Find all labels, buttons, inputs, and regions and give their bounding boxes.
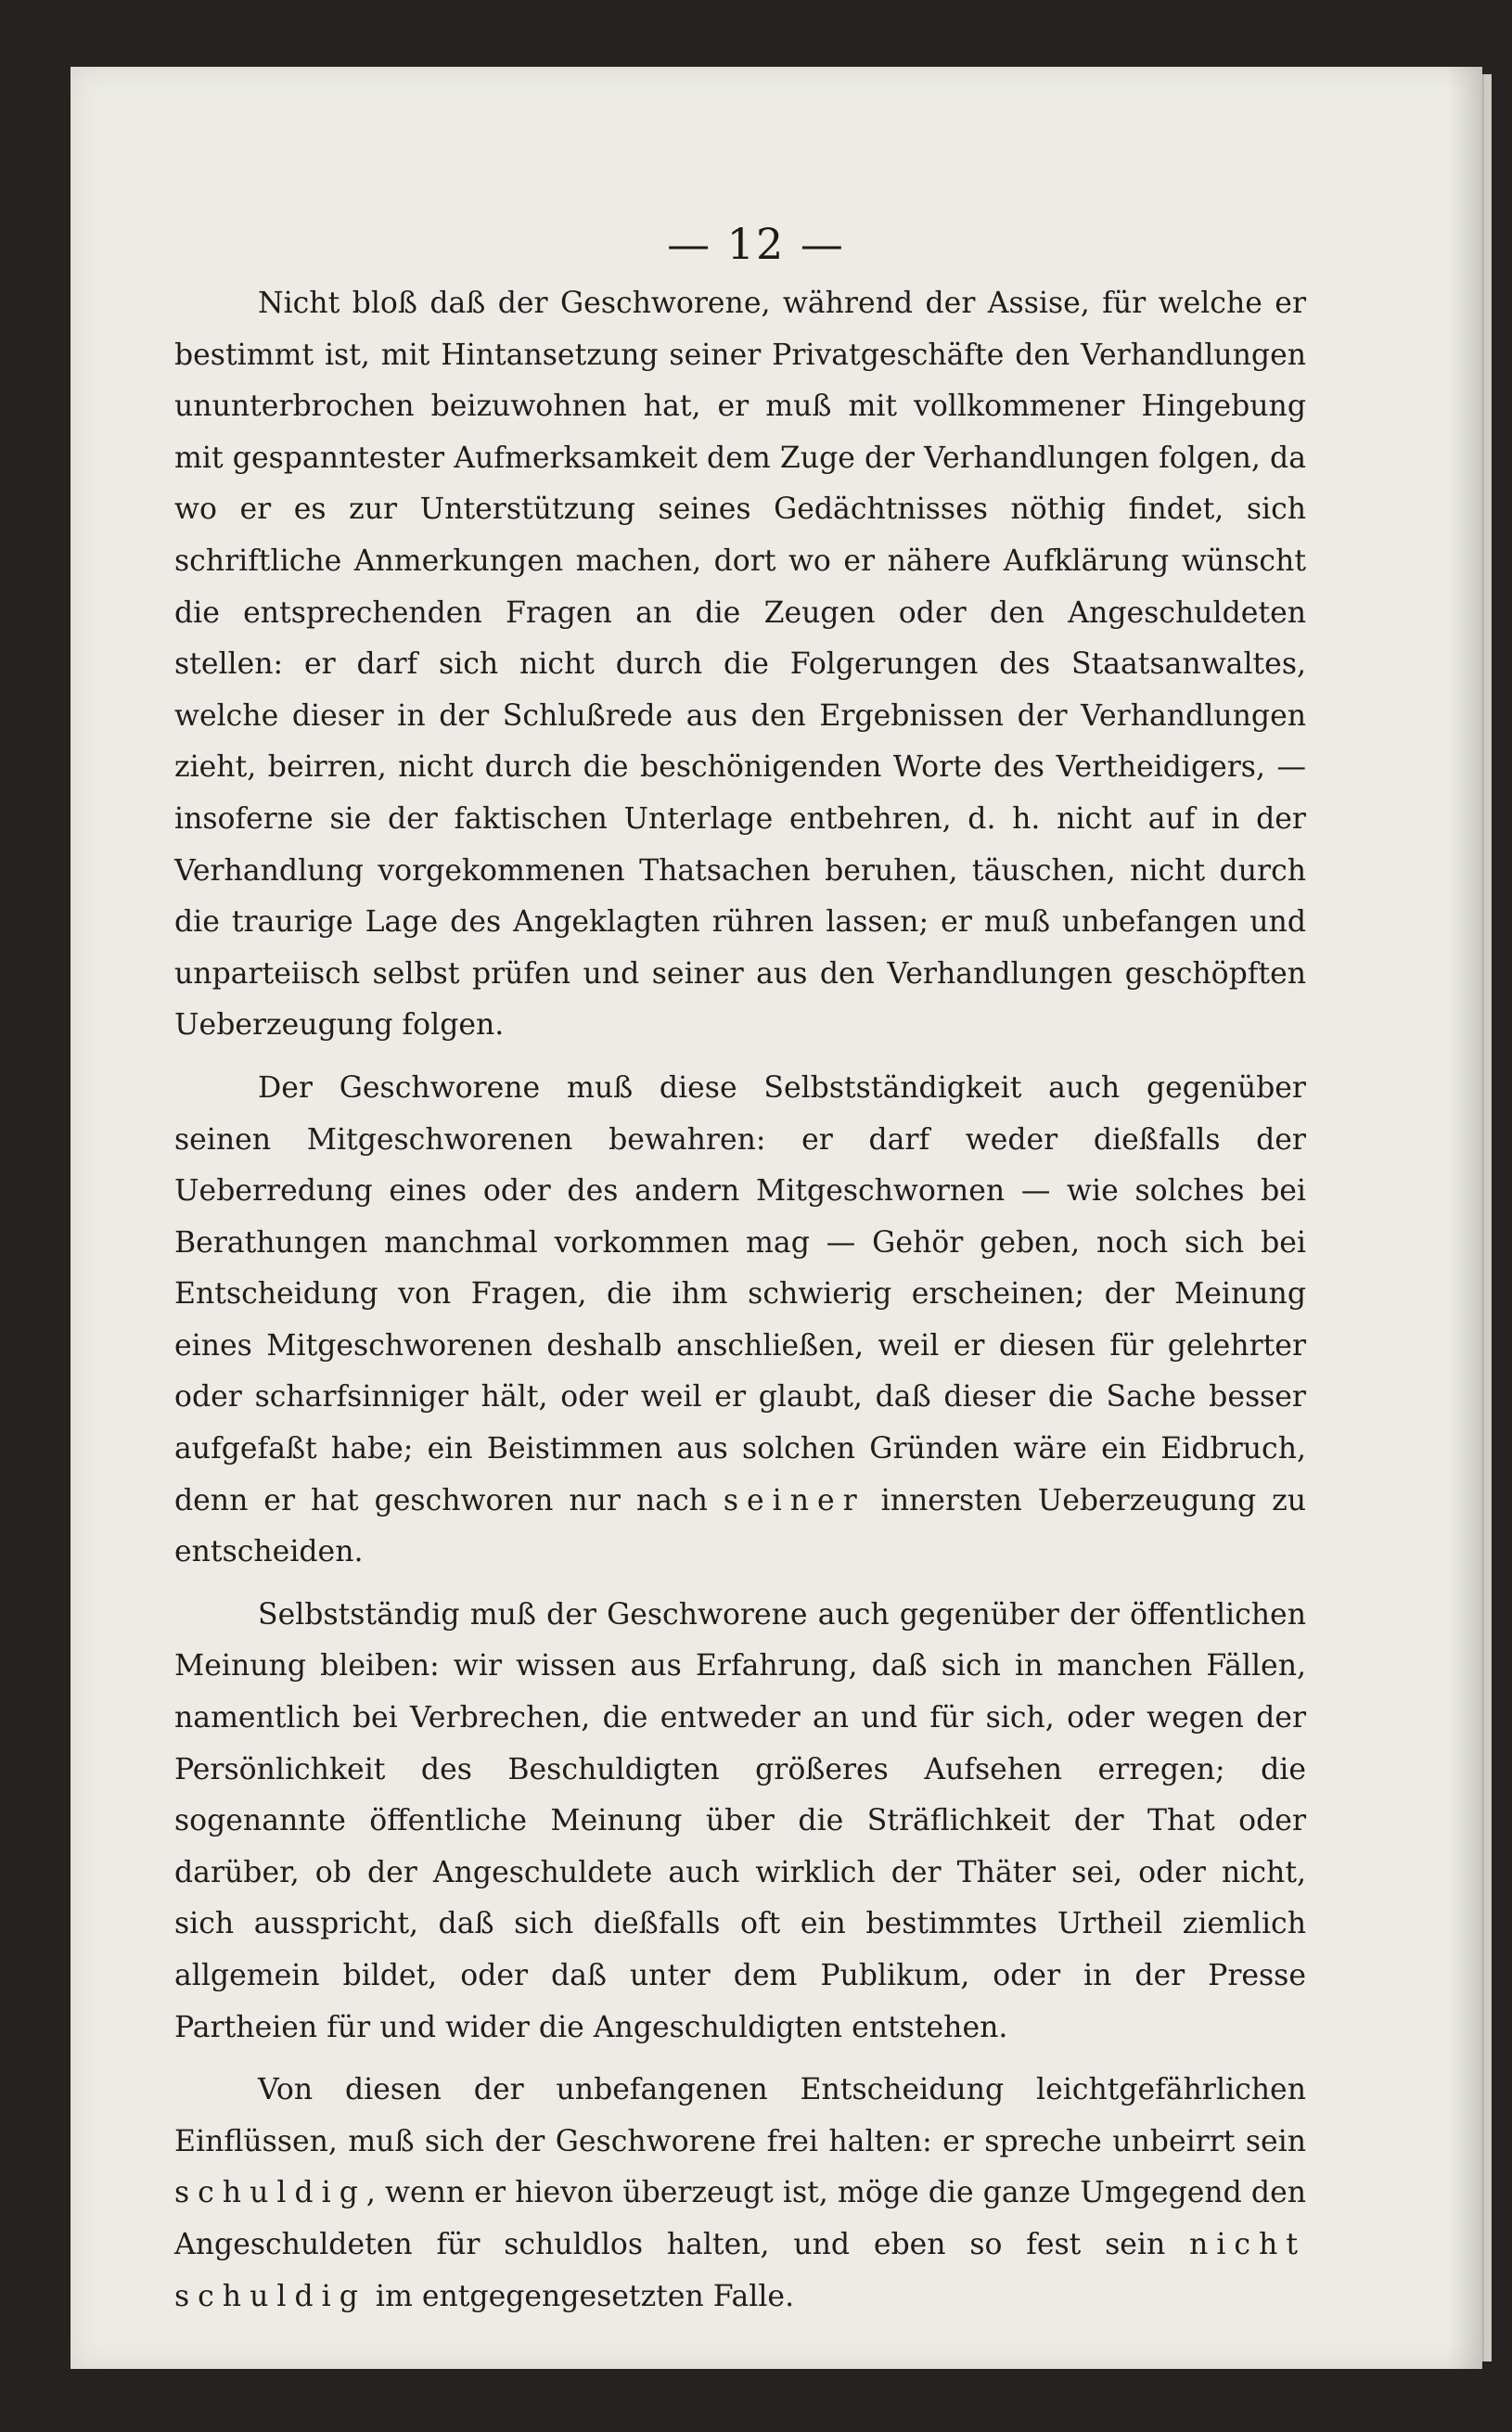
paragraph-4 bbox=[174, 2065, 1306, 2323]
gutter-shadow bbox=[1447, 67, 1484, 2369]
paragraph-1: Nicht bloß daß der Geschworene, während der Assise, für welche er bestimmt ist, mit Hintansetzung seiner Privatgeschäfte den Verhandlungen ununterbrochen beizuwohnen hat, er muß mit vollkommener Hingebung mit gespanntester Aufmerksamkeit dem Zuge der Verhandlungen folgen, da wo er es zur Unterstützung seines Gedächtnisses nöthig findet, sich schriftliche Anmerkungen machen, dort wo er nähere Aufklärung wünscht die entsprechenden Fragen an die Zeugen oder den Angeschuldeten stellen: er darf sich nicht durch die Folgerungen des Staatsanwaltes, welche dieser in der Schlußrede aus den Ergebnissen der Verhandlungen zieht, beirren, nicht durch die beschönigenden Worte des Vertheidigers, — insoferne sie der faktischen Unterlage entbehren, d. h. nicht auf in der Verhandlung vorgekommenen Thatsachen beruhen, täuschen, nicht durch die traurige Lage des Angeklagten rühren lassen; er muß unbefangen und unparteiisch selbst prüfen und seiner aus den Verhandlungen geschöpften Ueberzeugung folgen. bbox=[174, 287, 1306, 1043]
emphasis-seiner: seiner bbox=[723, 1483, 865, 1517]
page-number: — 12 — bbox=[667, 219, 845, 269]
body-text bbox=[174, 278, 1306, 2334]
paragraph-3: Selbstständig muß der Geschworene auch gegenüber der öffentlichen Meinung bleiben: wir wissen aus Erfahrung, daß sich in manchen Fällen, namentlich bei Verbrechen, die entweder an und für sich, oder wegen der Persönlichkeit des Beschuldigten größeres Aufsehen erregen; die sogenannte öffentliche Meinung über die Sträflichkeit der That oder darüber, ob der Angeschuldete auch wirklich der Thäter sei, oder nicht, sich ausspricht, daß sich dießfalls oft ein bestimmtes Urtheil ziemlich allgemein bildet, oder daß unter dem Publikum, oder in der Presse Partheien für und wider die Angeschuldigten entstehen. bbox=[174, 1597, 1306, 2044]
paragraph-4-text: Von diesen der unbefangenen Entscheidung leichtgefährlichen Einflüssen, muß sich der Geschworene frei halten: er spreche unbeirrt sein bbox=[174, 2073, 1306, 2158]
emphasis-nicht-schuldig: nicht schuldig bbox=[174, 2227, 1306, 2313]
paragraph-2 bbox=[174, 1063, 1306, 1579]
paragraph-4-tail: im entgegengesetzten Falle. bbox=[375, 2279, 795, 2313]
paragraph-4-middle: , wenn er hievon überzeugt ist, möge die ganze Umgegend den Angeschuldeten für schuldlos halten, und eben so fest sein bbox=[174, 2176, 1306, 2261]
emphasis-schuldig: schuldig bbox=[174, 2176, 366, 2210]
paragraph-2-tail: innersten Ueberzeugung zu entscheiden. bbox=[174, 1483, 1306, 1569]
paragraph-2-text: Der Geschworene muß diese Selbstständigkeit auch gegenüber seinen Mitgeschworenen bewahren: er darf weder dießfalls der Ueberredung eines oder des andern Mitgeschwornen — wie solches bei Berathungen manchmal vorkommen mag — Gehör geben, noch sich bei Entscheidung von Fragen, die ihm schwierig erscheinen; der Meinung eines Mitgeschworenen deshalb anschließen, weil er diesen für gelehrter oder scharfsinniger hält, oder weil er glaubt, daß dieser die Sache besser aufgefaßt habe; ein Beistimmen aus solchen Gründen wäre ein Eidbruch, denn er hat geschworen nur nach bbox=[174, 1070, 1306, 1517]
